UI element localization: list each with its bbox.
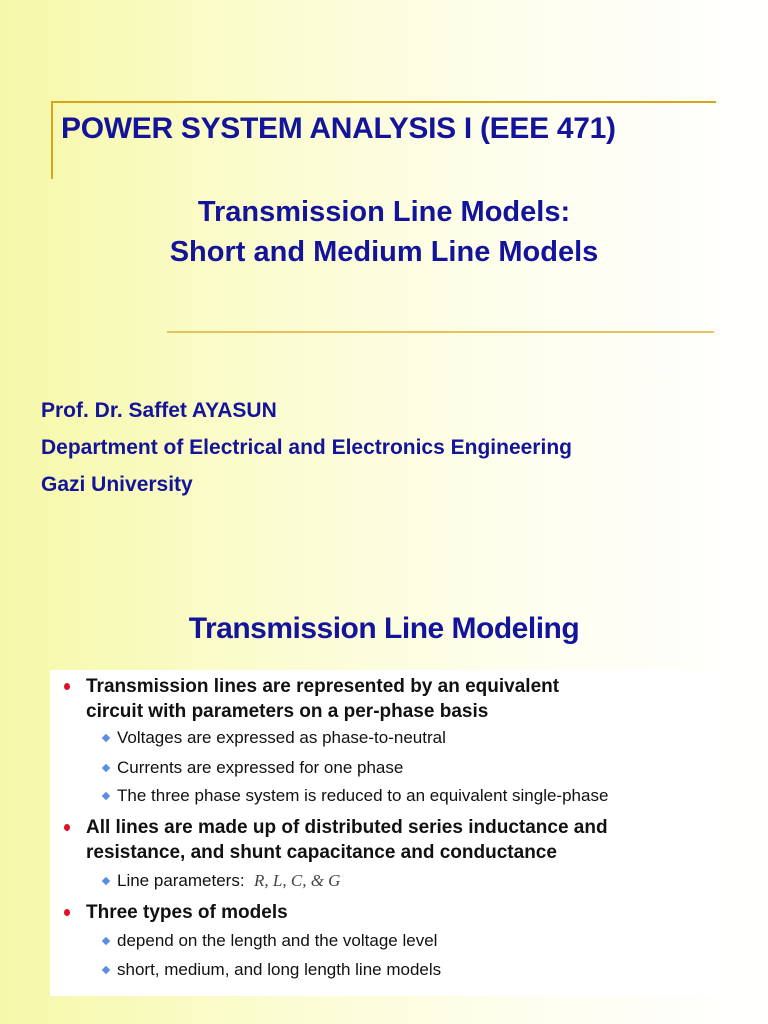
department: Department of Electrical and Electronics Engineering: [41, 436, 572, 459]
bullet-text: Transmission lines are represented by an equivalent: [86, 676, 560, 697]
course-title: POWER SYSTEM ANALYSIS I (EEE 471): [61, 112, 616, 145]
sub-bullet: Voltages are expressed as phase-to-neutral: [117, 728, 446, 747]
slide-title: Transmission Line Modeling: [188, 612, 580, 645]
sub-bullet: short, medium, and long length line models: [117, 960, 442, 979]
author: Prof. Dr. Saffet AYASUN: [41, 399, 277, 422]
university: Gazi University: [41, 473, 193, 496]
sub-bullet: [117, 871, 340, 891]
bullet-text: resistance, and shunt capacitance and conductance: [86, 842, 557, 863]
subtitle-line-2: Short and Medium Line Models: [169, 236, 599, 268]
sub-bullet: depend on the length and the voltage level: [117, 931, 438, 950]
sub-bullet: Currents are expressed for one phase: [117, 758, 404, 777]
divider-line: [167, 331, 714, 333]
sub-bullet: The three phase system is reduced to an equivalent single-phase: [117, 786, 609, 805]
bullet: [86, 674, 559, 724]
sub-bullet-text: Line parameters:: [117, 871, 245, 890]
bullet-text: circuit with parameters on a per-phase basis: [86, 701, 489, 722]
bullet-text: All lines are made up of distributed series inductance and: [86, 817, 608, 838]
bullet: Three types of models: [86, 902, 288, 923]
line-parameters: R, L, C, & G: [254, 871, 341, 890]
title-frame-left-line: [51, 101, 53, 179]
bullet: [86, 815, 608, 865]
title-frame-top-line: [51, 101, 716, 103]
subtitle-line-1: Transmission Line Models:: [197, 196, 571, 228]
